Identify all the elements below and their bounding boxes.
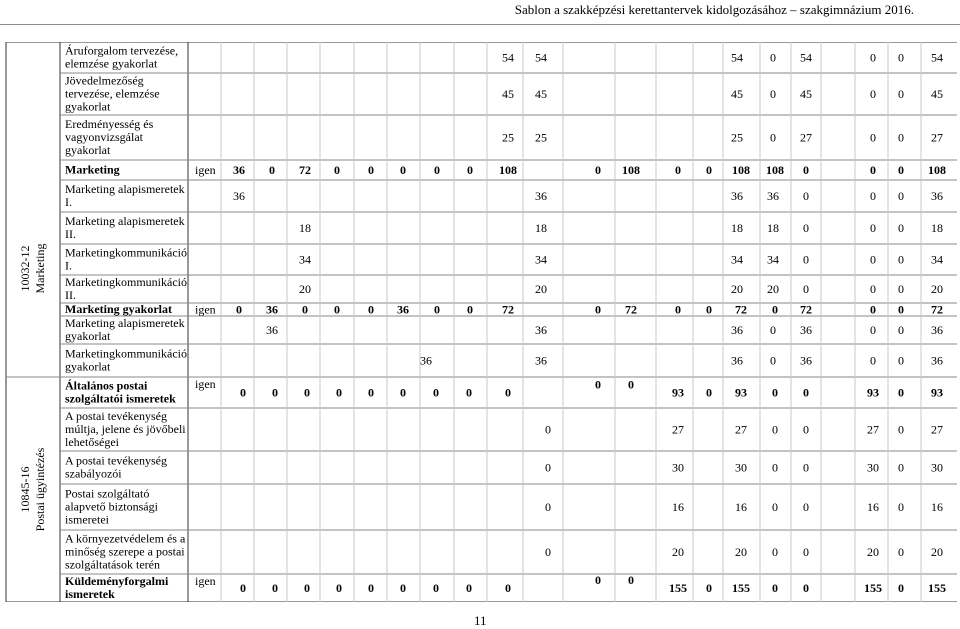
hours-value: 108 xyxy=(732,163,750,177)
hours-value: 0 xyxy=(898,87,904,101)
subject-label: gyakorlat xyxy=(65,329,111,343)
hours-value: 72 xyxy=(625,302,637,317)
subject-label: elemzése gyakorlat xyxy=(65,56,158,71)
hours-value: 25 xyxy=(535,130,547,145)
hours-value: 0 xyxy=(772,500,778,514)
hours-value: 36 xyxy=(731,353,743,368)
hours-value: 34 xyxy=(731,252,743,267)
hours-value: 20 xyxy=(735,545,747,559)
hours-value: 72 xyxy=(800,302,812,317)
hours-value: 0 xyxy=(898,323,904,337)
hours-value: 0 xyxy=(467,163,473,177)
hours-value: 36 xyxy=(266,323,278,337)
hours-value: 18 xyxy=(931,221,943,235)
hours-value: 0 xyxy=(595,302,601,317)
hours-value: 0 xyxy=(706,163,712,177)
hours-value: 36 xyxy=(420,353,432,368)
subject-label: I. xyxy=(65,195,72,209)
hours-value: 0 xyxy=(304,581,310,595)
hours-value: 0 xyxy=(272,581,278,595)
hours-value: 72 xyxy=(502,302,514,317)
subject-label: alapvető biztonsági xyxy=(65,499,158,514)
hours-value: 155 xyxy=(732,581,750,595)
hours-value: 27 xyxy=(931,422,943,437)
hours-value: 36 xyxy=(233,189,245,203)
hours-value: 36 xyxy=(535,353,547,368)
hours-value: 18 xyxy=(731,221,743,235)
hours-value: 0 xyxy=(870,252,876,267)
hours-value: 0 xyxy=(772,385,778,400)
subject-label: Marketingkommunikáció xyxy=(65,245,187,260)
hours-value: 27 xyxy=(931,130,943,145)
hours-value: 0 xyxy=(898,460,904,475)
hours-value: 72 xyxy=(735,302,747,317)
subject-label: A környezetvédelem és a xyxy=(65,531,186,546)
hours-value: 0 xyxy=(675,163,681,177)
hours-value: 0 xyxy=(772,581,778,595)
subject-label: lehetőségei xyxy=(65,435,119,449)
hours-value: 0 xyxy=(803,252,809,267)
hours-value: 0 xyxy=(898,545,904,559)
hours-value: 0 xyxy=(770,50,776,65)
module-name: Postai ügyintézés xyxy=(33,447,47,532)
hours-value: 108 xyxy=(499,163,517,177)
hours-value: 0 xyxy=(898,353,904,368)
hours-value: 16 xyxy=(672,500,684,514)
hours-value: 0 xyxy=(898,221,904,235)
hours-value: 25 xyxy=(502,130,514,145)
hours-value: 36 xyxy=(266,302,278,317)
hours-value: 36 xyxy=(800,323,812,337)
hours-value: 54 xyxy=(931,50,943,65)
hours-value: 0 xyxy=(870,130,876,145)
hours-value: 0 xyxy=(772,545,778,559)
hours-value: 0 xyxy=(803,282,809,296)
hours-value: 93 xyxy=(931,385,943,400)
hours-value: 93 xyxy=(735,385,747,400)
hours-value: 54 xyxy=(502,50,514,65)
obligatory-marker: igen xyxy=(195,574,216,588)
page-number: 11 xyxy=(474,613,487,628)
hours-value: 0 xyxy=(433,581,439,595)
hours-value: 45 xyxy=(502,87,514,101)
hours-value: 36 xyxy=(535,189,547,203)
hours-value: 0 xyxy=(803,500,809,514)
hours-value: 0 xyxy=(467,302,473,317)
subject-label: gyakorlat xyxy=(65,143,111,157)
subject-label: Marketing gyakorlat xyxy=(65,302,172,316)
hours-value: 0 xyxy=(272,385,278,400)
hours-value: 20 xyxy=(299,282,311,296)
hours-value: 18 xyxy=(767,221,779,235)
hours-value: 0 xyxy=(545,500,551,514)
hours-value: 0 xyxy=(870,87,876,101)
hours-value: 0 xyxy=(898,163,904,177)
hours-value: 0 xyxy=(803,460,809,475)
hours-value: 0 xyxy=(772,460,778,475)
hours-value: 0 xyxy=(240,385,246,400)
hours-value: 0 xyxy=(336,581,342,595)
hours-value: 36 xyxy=(800,353,812,368)
hours-value: 36 xyxy=(931,189,943,203)
hours-value: 0 xyxy=(898,130,904,145)
hours-value: 0 xyxy=(803,163,809,177)
hours-value: 93 xyxy=(867,385,879,400)
hours-value: 20 xyxy=(672,545,684,559)
hours-value: 20 xyxy=(767,282,779,296)
hours-value: 0 xyxy=(400,163,406,177)
hours-value: 0 xyxy=(505,385,511,400)
hours-value: 34 xyxy=(299,252,311,267)
hours-value: 0 xyxy=(870,189,876,203)
hours-value: 0 xyxy=(545,460,551,475)
subject-label: Marketing alapismeretek xyxy=(65,316,185,330)
hours-value: 108 xyxy=(622,163,640,177)
subject-label: Postai szolgáltató xyxy=(65,486,150,501)
hours-value: 36 xyxy=(931,353,943,368)
hours-value: 30 xyxy=(931,460,943,475)
hours-value: 0 xyxy=(898,581,904,595)
hours-value: 30 xyxy=(735,460,747,475)
hours-value: 0 xyxy=(803,422,809,437)
hours-value: 36 xyxy=(767,189,779,203)
hours-value: 0 xyxy=(803,581,809,595)
hours-value: 27 xyxy=(735,422,747,437)
hours-value: 0 xyxy=(803,189,809,203)
hours-value: 0 xyxy=(870,353,876,368)
hours-value: 0 xyxy=(595,573,601,587)
hours-value: 36 xyxy=(233,163,245,177)
subject-label: szolgáltatások terén xyxy=(65,557,160,572)
hours-value: 155 xyxy=(864,581,882,595)
subject-label: Eredményesség és xyxy=(65,117,154,131)
subject-label: vagyonvizsgálat xyxy=(65,130,143,144)
subject-label: I. xyxy=(65,258,72,273)
hours-value: 20 xyxy=(931,282,943,296)
curriculum-table xyxy=(3,42,957,602)
obligatory-marker: igen xyxy=(195,302,216,317)
subject-label: tervezése, elemzése xyxy=(65,86,160,101)
hours-value: 0 xyxy=(770,353,776,368)
hours-value: 0 xyxy=(302,302,308,317)
hours-value: 0 xyxy=(505,581,511,595)
hours-value: 72 xyxy=(299,163,311,177)
subject-label: Marketing alapismeretek xyxy=(65,214,185,228)
subject-label: II. xyxy=(65,288,76,302)
hours-value: 0 xyxy=(434,302,440,317)
hours-value: 20 xyxy=(731,282,743,296)
module-name: Marketing xyxy=(33,243,47,294)
hours-value: 0 xyxy=(706,302,712,317)
hours-value: 0 xyxy=(466,581,472,595)
hours-value: 18 xyxy=(535,221,547,235)
hours-value: 54 xyxy=(535,50,547,65)
hours-value: 16 xyxy=(931,500,943,514)
hours-value: 54 xyxy=(800,50,812,65)
hours-value: 0 xyxy=(334,302,340,317)
subject-label: Marketingkommunikáció xyxy=(65,275,187,289)
hours-value: 45 xyxy=(931,87,943,101)
hours-value: 0 xyxy=(466,385,472,400)
hours-value: 155 xyxy=(669,581,687,595)
hours-value: 0 xyxy=(545,422,551,437)
hours-value: 0 xyxy=(304,385,310,400)
hours-value: 0 xyxy=(898,50,904,65)
hours-value: 155 xyxy=(928,581,946,595)
hours-value: 0 xyxy=(269,163,275,177)
hours-value: 0 xyxy=(368,302,374,317)
hours-value: 0 xyxy=(336,385,342,400)
module-label xyxy=(18,447,47,531)
subject-label: Általános postai xyxy=(65,378,148,393)
hours-value: 0 xyxy=(770,87,776,101)
hours-value: 0 xyxy=(706,385,712,400)
header-title: Sablon a szakképzési kerettantervek kidolgozásához – szakgimnázium 2016. xyxy=(514,2,914,17)
obligatory-marker: igen xyxy=(195,377,216,391)
module-code: 10845-16 xyxy=(18,466,32,513)
hours-value: 34 xyxy=(535,252,547,267)
hours-value: 20 xyxy=(535,282,547,296)
hours-value: 20 xyxy=(867,545,879,559)
hours-value: 16 xyxy=(867,500,879,514)
hours-value: 0 xyxy=(772,422,778,437)
hours-value: 36 xyxy=(731,323,743,337)
hours-value: 0 xyxy=(898,302,904,317)
hours-value: 108 xyxy=(766,163,784,177)
hours-value: 0 xyxy=(628,573,634,587)
hours-value: 27 xyxy=(867,422,879,437)
hours-value: 0 xyxy=(803,221,809,235)
hours-value: 0 xyxy=(803,385,809,400)
hours-value: 25 xyxy=(731,130,743,145)
hours-value: 0 xyxy=(595,377,601,392)
subject-label: Marketing xyxy=(65,162,120,177)
hours-value: 108 xyxy=(928,163,946,177)
hours-value: 45 xyxy=(535,87,547,101)
hours-value: 0 xyxy=(870,302,876,317)
hours-value: 27 xyxy=(672,422,684,437)
hours-value: 0 xyxy=(870,221,876,235)
hours-value: 0 xyxy=(236,302,242,317)
subject-label: ismeretei xyxy=(65,512,109,527)
hours-value: 0 xyxy=(898,385,904,400)
hours-value: 0 xyxy=(803,545,809,559)
subject-label: gyakorlat xyxy=(65,359,111,374)
subject-label: Marketing alapismeretek xyxy=(65,182,185,196)
subject-label: ismeretek xyxy=(65,587,115,601)
hours-value: 72 xyxy=(931,302,943,317)
hours-value: 0 xyxy=(898,189,904,203)
hours-value: 0 xyxy=(368,581,374,595)
hours-value: 0 xyxy=(400,581,406,595)
hours-value: 54 xyxy=(731,50,743,65)
module-label xyxy=(18,244,47,294)
hours-value: 45 xyxy=(731,87,743,101)
hours-value: 36 xyxy=(731,189,743,203)
subject-label: gyakorlat xyxy=(65,99,111,114)
hours-value: 0 xyxy=(770,130,776,145)
hours-value: 34 xyxy=(767,252,779,267)
hours-value: 0 xyxy=(368,163,374,177)
hours-value: 27 xyxy=(800,130,812,145)
hours-value: 0 xyxy=(595,163,601,177)
hours-value: 0 xyxy=(675,302,681,317)
hours-value: 0 xyxy=(870,282,876,296)
subject-label: Marketingkommunikáció xyxy=(65,346,187,361)
hours-value: 0 xyxy=(898,500,904,514)
hours-value: 18 xyxy=(299,221,311,235)
hours-value: 36 xyxy=(535,323,547,337)
hours-value: 20 xyxy=(931,545,943,559)
hours-value: 0 xyxy=(898,282,904,296)
hours-value: 0 xyxy=(368,385,374,400)
hours-value: 0 xyxy=(628,377,634,392)
hours-value: 36 xyxy=(397,302,409,317)
subject-label: Küldeményforgalmi xyxy=(65,574,169,588)
hours-value: 0 xyxy=(772,302,778,317)
subject-label: minőség szerepe a postai xyxy=(65,544,185,559)
hours-value: 0 xyxy=(434,163,440,177)
hours-value: 45 xyxy=(800,87,812,101)
hours-value: 0 xyxy=(898,422,904,437)
hours-value: 0 xyxy=(870,323,876,337)
subject-label: A postai tevékenység xyxy=(65,453,167,468)
hours-value: 0 xyxy=(770,323,776,337)
hours-value: 0 xyxy=(706,581,712,595)
hours-value: 0 xyxy=(240,581,246,595)
hours-value: 0 xyxy=(898,252,904,267)
hours-value: 34 xyxy=(931,252,943,267)
subject-label: Jövedelmezőség xyxy=(65,73,144,88)
hours-value: 0 xyxy=(870,50,876,65)
hours-value: 93 xyxy=(672,385,684,400)
hours-value: 16 xyxy=(735,500,747,514)
subject-label: Áruforgalom tervezése, xyxy=(65,43,179,58)
subject-label: A postai tevékenység xyxy=(65,409,167,423)
hours-value: 0 xyxy=(870,163,876,177)
subject-label: II. xyxy=(65,227,76,241)
hours-value: 30 xyxy=(672,460,684,475)
hours-value: 0 xyxy=(400,385,406,400)
subject-label: szabályozói xyxy=(65,466,122,481)
obligatory-marker: igen xyxy=(195,163,216,177)
subject-label: szolgáltatói ismeretek xyxy=(65,391,176,406)
hours-value: 36 xyxy=(931,323,943,337)
hours-value: 30 xyxy=(867,460,879,475)
module-code: 10032-12 xyxy=(18,245,32,292)
hours-value: 0 xyxy=(334,163,340,177)
hours-value: 0 xyxy=(433,385,439,400)
hours-value: 0 xyxy=(545,545,551,559)
subject-label: múltja, jelene és jövőbeli xyxy=(65,422,186,436)
page-header xyxy=(0,0,960,25)
